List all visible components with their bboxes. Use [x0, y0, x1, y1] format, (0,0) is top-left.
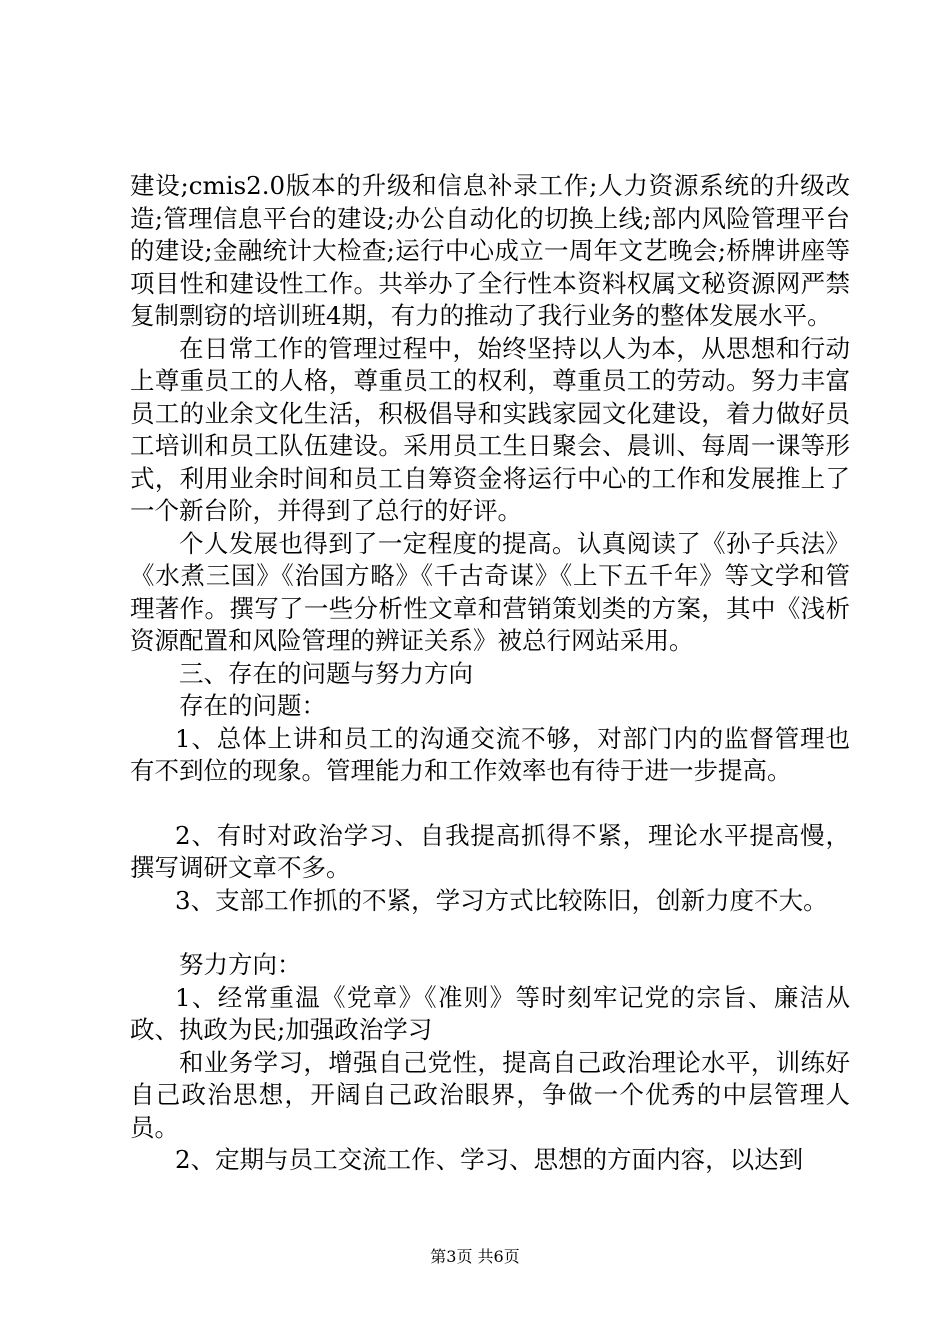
- direction-item-1-continued: 和业务学习，增强自己党性，提高自己政治理论水平，训练好自己政治思想，开阔自己政治眼界，争做一个优秀的中层管理人员。: [130, 1047, 850, 1142]
- page-footer: [0, 1244, 950, 1267]
- spacer: [130, 917, 850, 949]
- direction-item-2: 2、定期与员工交流工作、学习、思想的方面内容，以达到: [175, 1145, 804, 1174]
- problem-item-1: 1、总体上讲和员工的沟通交流不够，对部门内的监督管理也有不到位的现象。管理能力和工作效率也有待于进一步提高。: [130, 723, 850, 785]
- subheading-existing-problems: 存在的问题：: [179, 691, 326, 720]
- page-indicator: 第3页 共6页: [430, 1247, 520, 1266]
- direction-item-1: 1、经常重温《党章》《准则》等时刻牢记党的宗旨、廉洁从政、执政为民;加强政治学习: [130, 982, 850, 1044]
- problem-item-3: 3、支部工作抓的不紧，学习方式比较陈旧，创新力度不大。: [175, 885, 828, 915]
- spacer: [130, 788, 850, 820]
- paragraph-project-work: 建设;cmis2.0版本的升级和信息补录工作;人力资源系统的升级改造;管理信息平台的建设;办公自动化的切换上线;部内风险管理平台的建设;金融统计大检查;运行中心成立一周年文艺晚会;桥牌讲座等项目性和建设性工作。共举办了全行性本资料权属文秘资源网严禁复制剽窃的培训班4期，有力的推动了我行业务的整体发展水平。: [130, 171, 850, 330]
- document-body: [130, 170, 850, 1177]
- section-heading-problems-directions: 三、存在的问题与努力方向: [179, 658, 473, 688]
- subheading-effort-directions: 努力方向：: [179, 950, 302, 979]
- problem-item-2: 2、有时对政治学习、自我提高抓得不紧，理论水平提高慢，撰写调研文章不多。: [130, 820, 850, 882]
- paragraph-daily-management: 在日常工作的管理过程中，始终坚持以人为本，从思想和行动上尊重员工的人格，尊重员工的权利，尊重员工的劳动。努力丰富员工的业余文化生活，积极倡导和实践家园文化建设，着力做好员工培训和员工队伍建设。采用员工生日聚会、晨训、每周一课等形式，利用业余时间和员工自筹资金将运行中心的工作和发展推上了一个新台阶，并得到了总行的好评。: [130, 333, 850, 525]
- paragraph-personal-development: 个人发展也得到了一定程度的提高。认真阅读了《孙子兵法》《水煮三国》《治国方略》《千古奇谋》《上下五千年》等文学和管理著作。撰写了一些分析性文章和营销策划类的方案，其中《浅析资源配置和风险管理的辨证关系》被总行网站采用。: [130, 528, 850, 655]
